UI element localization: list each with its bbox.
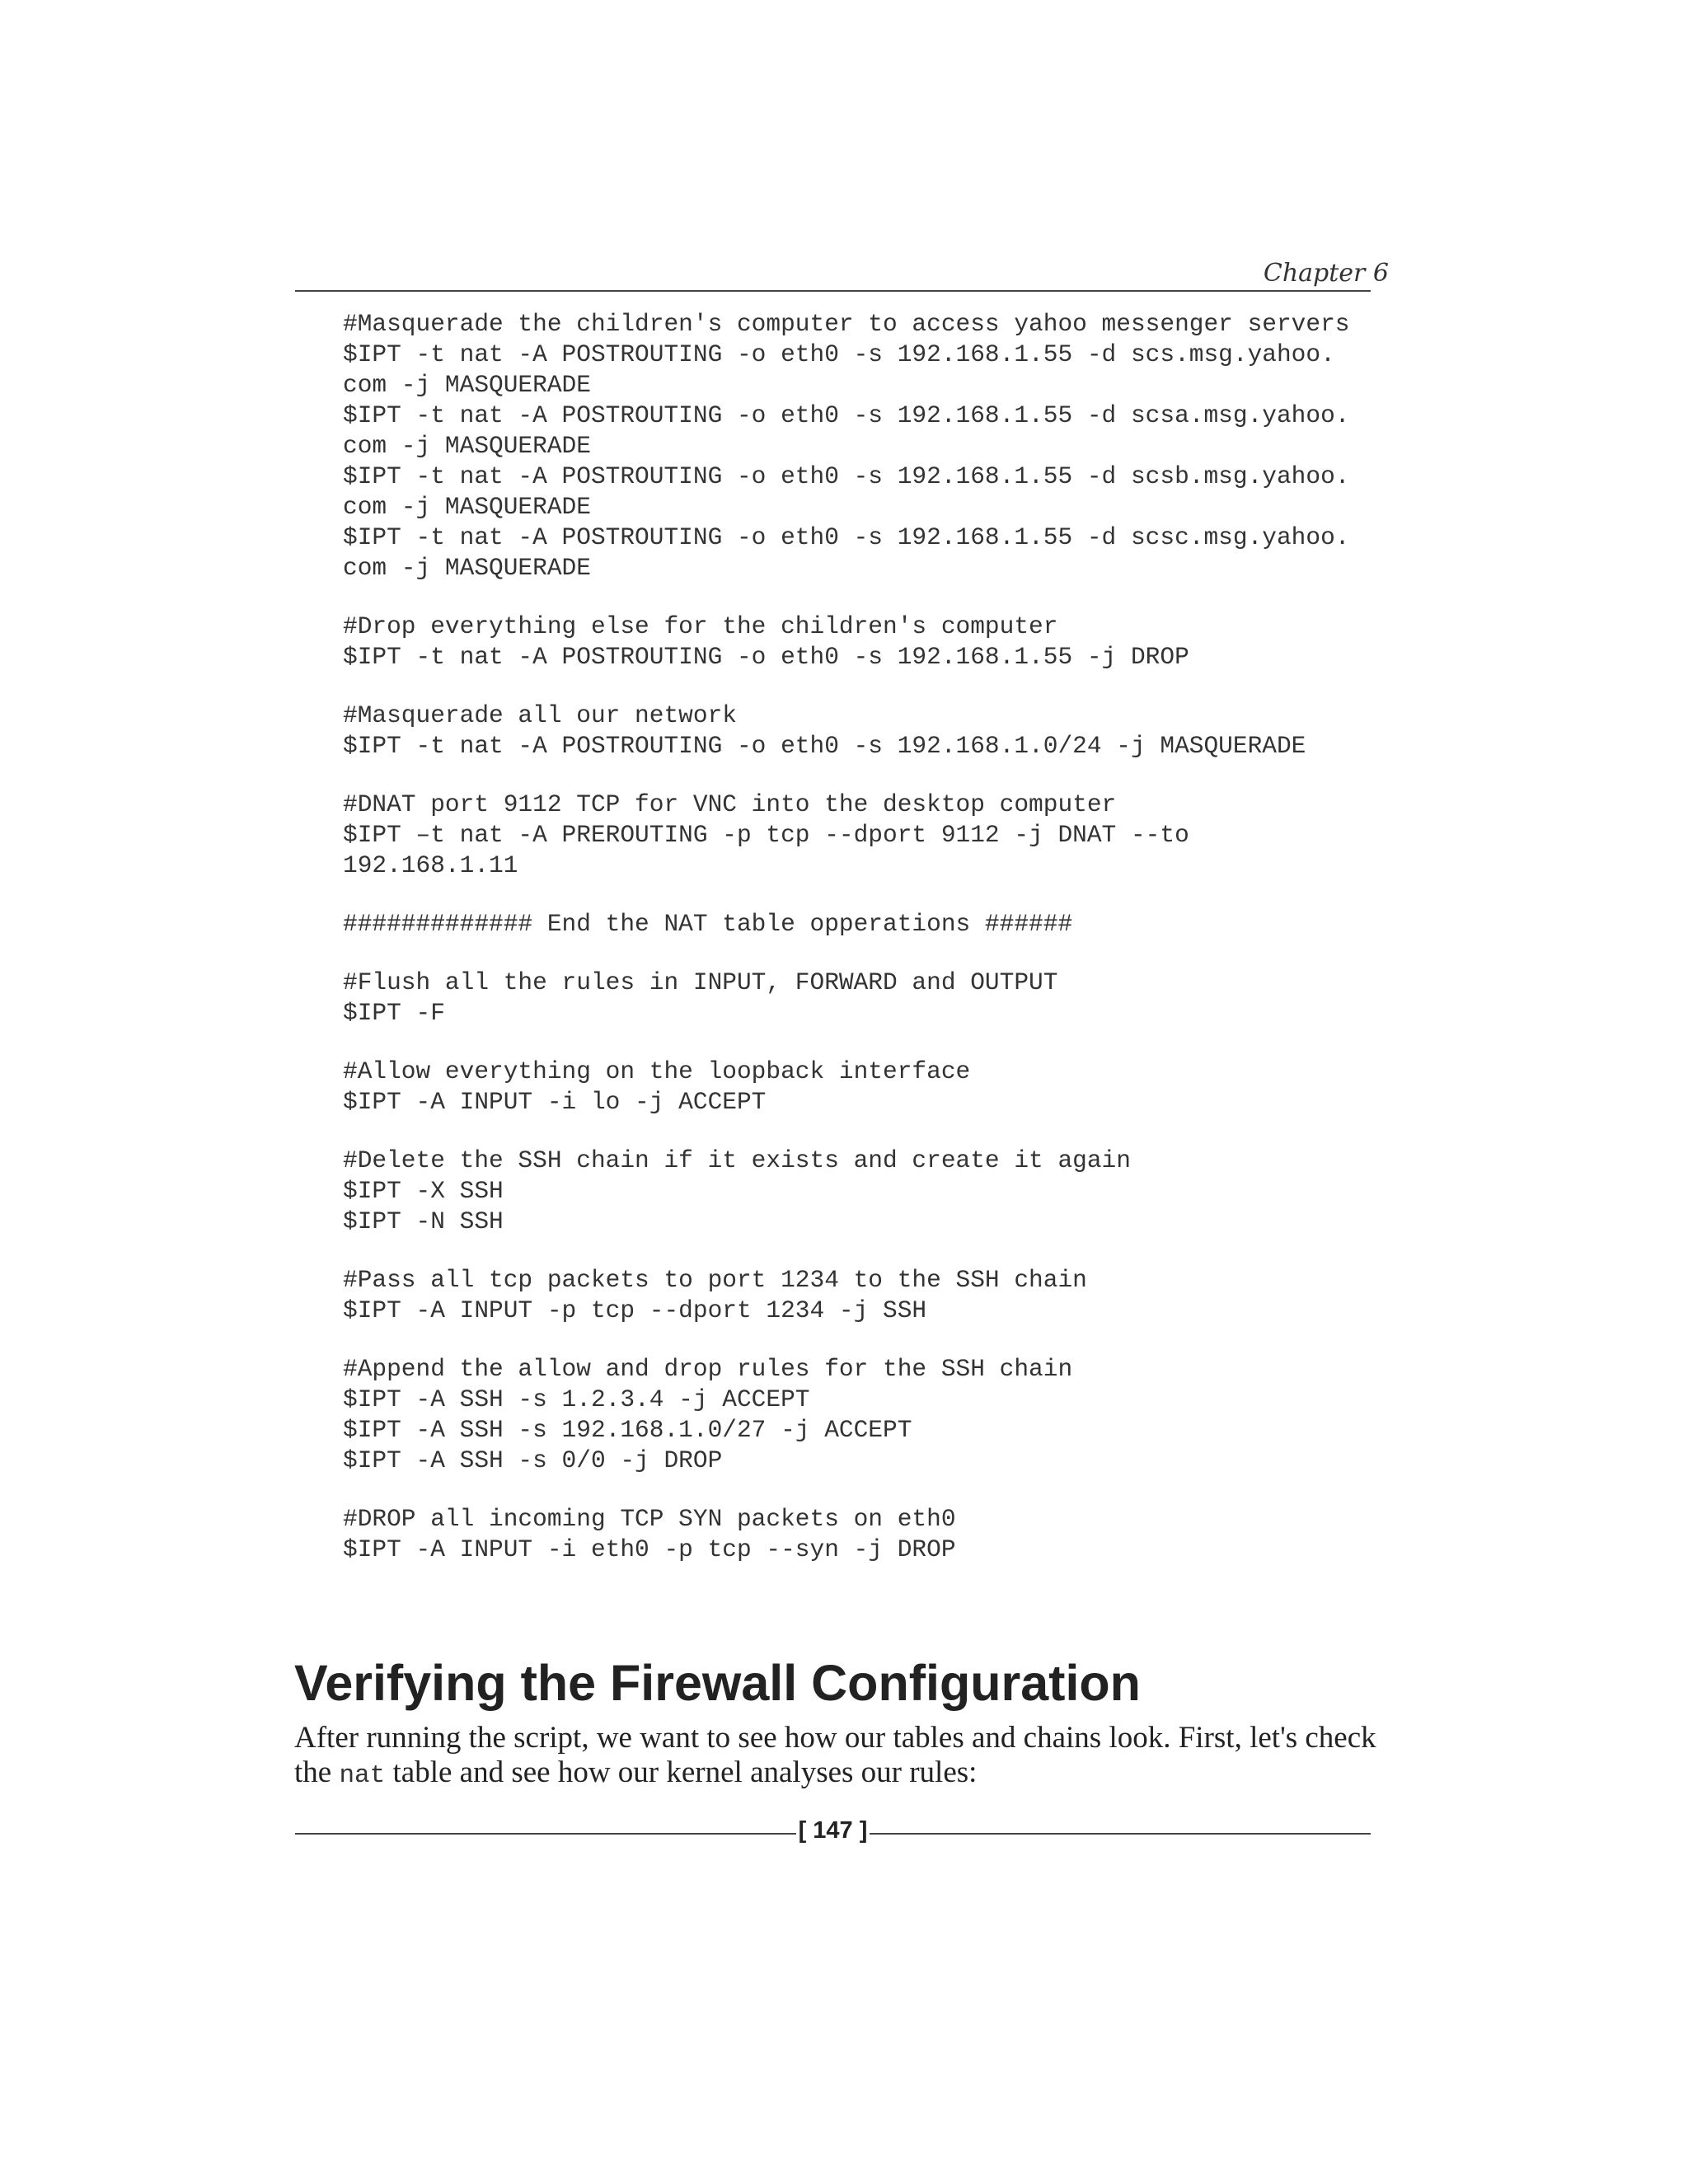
code-line: $IPT -A SSH -s 192.168.1.0/27 -j ACCEPT xyxy=(343,1416,912,1444)
code-line: 192.168.1.11 xyxy=(343,851,518,879)
body-paragraph xyxy=(294,1721,1382,1793)
code-group xyxy=(343,1057,1373,1118)
code-group xyxy=(343,612,1373,673)
code-line: $IPT -t nat -A POSTROUTING -o eth0 -s 192.168.1.55 -d scsb.msg.yahoo. xyxy=(343,462,1350,490)
code-group xyxy=(343,790,1373,881)
code-line: #Flush all the rules in INPUT, FORWARD and OUTPUT xyxy=(343,968,1058,996)
code-line: #Pass all tcp packets to port 1234 to the SSH chain xyxy=(343,1266,1087,1294)
code-line: $IPT -N SSH xyxy=(343,1207,504,1235)
code-line: $IPT -t nat -A POSTROUTING -o eth0 -s 192.168.1.55 -d scsc.msg.yahoo. xyxy=(343,523,1350,551)
code-line: $IPT -F xyxy=(343,999,445,1027)
code-line: com -j MASQUERADE xyxy=(343,371,591,399)
code-line: $IPT -A INPUT -i eth0 -p tcp --syn -j DROP xyxy=(343,1535,956,1563)
code-line: #Delete the SSH chain if it exists and create it again xyxy=(343,1146,1131,1174)
code-listing xyxy=(343,309,1373,1593)
page-footer xyxy=(295,1817,1371,1850)
code-line: #DROP all incoming TCP SYN packets on eth0 xyxy=(343,1505,956,1533)
code-group xyxy=(343,909,1373,940)
code-group xyxy=(343,1265,1373,1326)
code-line: com -j MASQUERADE xyxy=(343,554,591,582)
code-line: $IPT -X SSH xyxy=(343,1177,504,1205)
code-line: #Drop everything else for the children's computer xyxy=(343,612,1058,640)
code-group xyxy=(343,1146,1373,1237)
code-group xyxy=(343,968,1373,1029)
code-line: $IPT -t nat -A POSTROUTING -o eth0 -s 192.168.1.55 -j DROP xyxy=(343,643,1189,671)
code-group xyxy=(343,309,1373,583)
code-line: #Masquerade all our network xyxy=(343,701,737,729)
code-group xyxy=(343,1504,1373,1565)
footer-rule-right xyxy=(870,1833,1371,1835)
code-line: #Allow everything on the loopback interface xyxy=(343,1057,971,1085)
code-group xyxy=(343,1354,1373,1476)
chapter-label: Chapter 6 xyxy=(1263,259,1389,288)
code-line: $IPT -A SSH -s 1.2.3.4 -j ACCEPT xyxy=(343,1385,810,1413)
page-number: [ 147 ] xyxy=(798,1817,868,1844)
code-line: #Append the allow and drop rules for the SSH chain xyxy=(343,1355,1073,1383)
code-line: $IPT -t nat -A POSTROUTING -o eth0 -s 192.168.1.55 -d scs.msg.yahoo. xyxy=(343,340,1335,368)
code-line: com -j MASQUERADE xyxy=(343,432,591,460)
section-heading: Verifying the Firewall Configuration xyxy=(294,1655,1141,1711)
code-line: $IPT -A INPUT -i lo -j ACCEPT xyxy=(343,1088,767,1116)
code-line: $IPT -A SSH -s 0/0 -j DROP xyxy=(343,1446,723,1474)
code-line: com -j MASQUERADE xyxy=(343,493,591,521)
code-line: #Masquerade the children's computer to access yahoo messenger servers xyxy=(343,310,1350,338)
code-group xyxy=(343,701,1373,762)
code-line: $IPT –t nat -A PREROUTING -p tcp --dport 9112 -j DNAT --to xyxy=(343,821,1189,849)
inline-code-nat: nat xyxy=(339,1761,386,1790)
paragraph-text-before: After running the script, we want to see how our tables and chains look. First, let's check the xyxy=(294,1721,1376,1789)
code-line: $IPT -A INPUT -p tcp --dport 1234 -j SSH xyxy=(343,1296,927,1324)
header-rule xyxy=(295,290,1371,292)
code-line: ############# End the NAT table opperations ###### xyxy=(343,910,1073,938)
paragraph-text-after: table and see how our kernel analyses our rules: xyxy=(385,1755,978,1789)
code-line: #DNAT port 9112 TCP for VNC into the desktop computer xyxy=(343,790,1117,818)
code-line: $IPT -t nat -A POSTROUTING -o eth0 -s 192.168.1.0/24 -j MASQUERADE xyxy=(343,732,1306,760)
code-line: $IPT -t nat -A POSTROUTING -o eth0 -s 192.168.1.55 -d scsa.msg.yahoo. xyxy=(343,401,1350,429)
footer-rule-left xyxy=(295,1833,796,1835)
